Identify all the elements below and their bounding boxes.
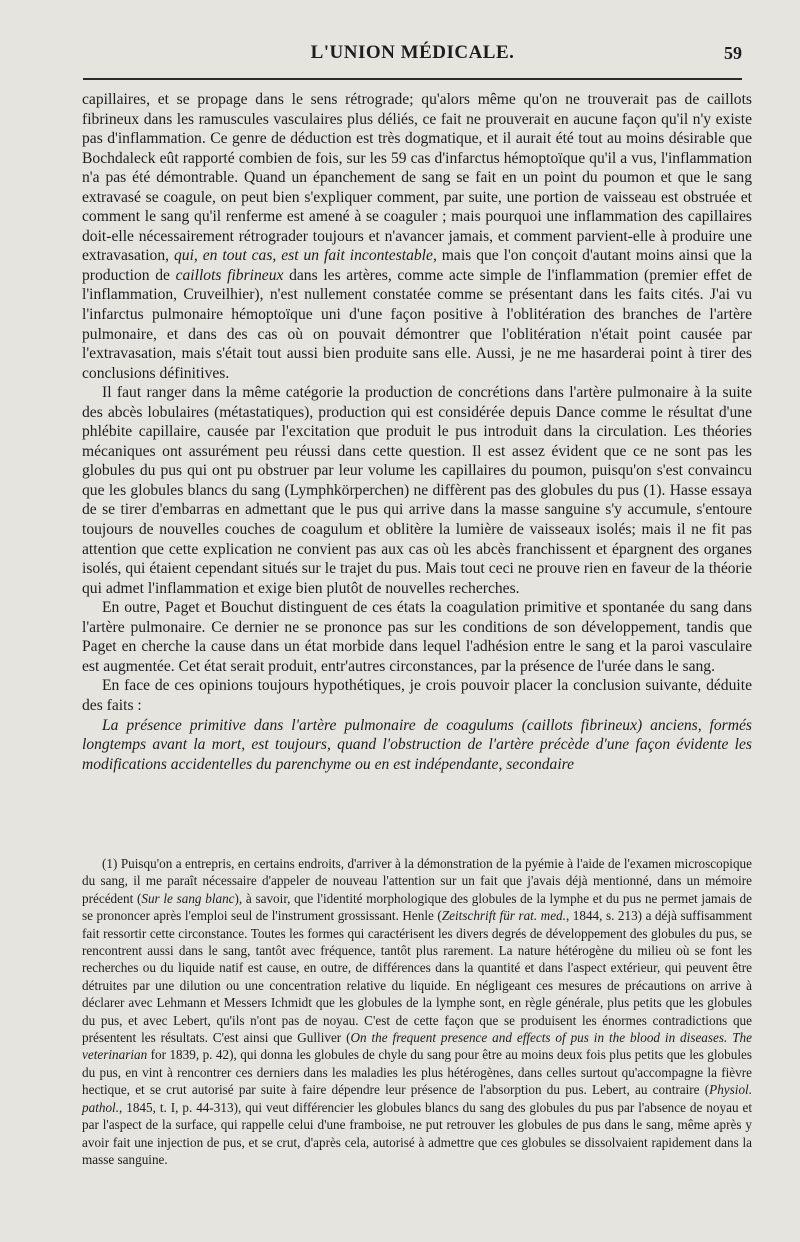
paragraph-1 — [82, 90, 752, 383]
header-rule — [83, 78, 742, 80]
conclusion-paragraph: La présence primitive dans l'artère pulmonaire de coagulums (caillots fibrineux) anciens, formés longtemps avant la mort, est toujours, quand l'obstruction de l'artère précède d'une façon évidente les modifications accidentelles du parenchyme ou en est indépendante, secondaire — [82, 716, 752, 773]
footnote-text-2: ), à savoir, que l'identité morphologique des globules de la lymphe et du pus ne permet jamais de se prononcer après l'emploi seul de l'instrument grossissant. Henle ( — [82, 890, 752, 924]
page-number: 59 — [724, 43, 742, 63]
main-text — [82, 90, 752, 774]
footnote-1 — [82, 855, 752, 1168]
running-header — [83, 40, 742, 70]
footnote-italic-2: Zeitschrift für rat. med. — [441, 908, 566, 924]
paragraph-2: Il faut ranger dans la même catégorie la production de concrétions dans l'artère pulmonaire à la suite des abcès lobulaires (métastatiques), production qui est considérée depuis Dance comme le résultat d'une phlébite capillaire, causée par l'excitation que produit le pus introduit dans la circulation. Les théories mécaniques ont assurément peu réussi dans cette question. Il est assez évident que ce ne sont pas les globules du pus qui ont pu obstruer par leur volume les capillaires du poumon, puisqu'on s'est convaincu que les globules blancs du sang (Lymphkörperchen) ne diffèrent pas des globules du pus (1). Hasse essaya de se tirer d'embarras en admettant que le pus qui arrive dans la masse sanguine s'y accumule, s'entoure toujours de nouvelles couches de coagulum et oblitère la lumière de vaisseaux isolés; mais il ne fit pas attention que cette explication ne convient pas aux cas où les abcès franchissent et épargnent des organes isolés, qui étaient cependant situés sur le trajet du pus. Mais tout ceci ne prouve rien en faveur de la théorie qui admet l'inflammation et exige bien plutôt de nouvelles recherches. — [82, 384, 752, 597]
paragraph-1-text-2: mais que l'on conçoit d'autant moins ainsi que la production de — [82, 247, 753, 284]
paragraph-1-italic: qui, en tout cas, est un fait incontestable, — [173, 247, 437, 265]
footnote-text-3: , 1844, s. 213) a déjà suffisamment fait ressortir cette circonstance. Toutes les formes qui caractérisent les divers degrés de développement des globules du pus, se rencontrent aussi dans le sang, tantôt avec fréquence, tantôt plus rarement. La nature hétérogène du milieu où se font les recherches ou du liquide natif est cause, en outre, de différences dans la quantité et dans l'aspect extérieur, qui peuvent être détruites par une dilution ou une concentration relative du liquide. En négligeant ces mesures de précautions on arrive à déclarer avec Lehmann et Messers Ichmidt que les globules de la lymphe sont, en règle générale, plus petits que les globules du pus, et avec Lebert, qu'ils n'ont pas de noyau. C'est de cette façon que se produisent les énormes contradictions que présentent les résultats. C'est ainsi que Gulliver ( — [82, 908, 752, 1046]
footnote-italic-1: Sur le sang blanc — [141, 890, 235, 906]
footnote-italic-3: On the frequent presence and effects of pus in the blood in diseases. The veterinarian — [82, 1030, 752, 1063]
footnote — [82, 855, 752, 1168]
paragraph-1-italic-2: caillots fibrineux — [175, 266, 284, 284]
paragraph-4: En face de ces opinions toujours hypothétiques, je crois pouvoir placer la conclusion suivante, déduite des faits : — [82, 677, 752, 714]
paragraph-3: En outre, Paget et Bouchut distinguent de ces états la coagulation primitive et spontanée du sang dans l'artère pulmonaire. Ce dernier ne se prononce pas sur les conditions de son développement, tandis que Paget en cherche la cause dans un état morbide dans lequel l'adhésion entre le sang et la paroi vasculaire est augmentée. Cet état serait produit, entr'autres circonstances, par la présence de l'urée dans le sang. — [82, 599, 752, 675]
paragraph-1-text-3: dans les artères, comme acte simple de l'inflammation (premier effet de l'inflammation, Cruveilhier), n'est nullement constatée comme se présentant dans les faits cités. J'ai vu l'infarctus pulmonaire hémoptoïque uni d'une façon positive à l'oblitération des branches de l'artère pulmonaire, et dans des cas où on pouvait démontrer que l'oblitération n'était point causée par l'extravasation, mais s'était tout aussi bien produite sans elle. Aussi, je ne me hasarderai point à tirer des conclusions définitives. — [82, 266, 752, 382]
footnote-text-1: (1) Puisqu'on a entrepris, en certains endroits, d'arriver à la démonstration de la pyémie à l'aide de l'examen microscopique du sang, il me paraît nécessaire d'appeler de nouveau l'attention sur un fait que j'avais déjà mentionné, dans un mémoire précédent ( — [82, 856, 752, 906]
journal-title: L'UNION MÉDICALE. — [310, 42, 515, 63]
footnote-text-5: , 1845, t. I, p. 44-313), qui veut différencier les globules blancs du sang des globules du pus par l'absence de noyau et par l'aspect de la surface, qui rappelle celui d'une framboise, ne put retrouver les globules de pus dans le sang, même après y avoir fait une injection de pus, et se crut, d'après cela, autorisé à admettre que ces globules se dissolvaient rapidement dans la masse sanguine. — [82, 1099, 752, 1167]
paragraph-1-text: capillaires, et se propage dans le sens rétrograde; qu'alors même qu'on ne trouverait pas de caillots fibrineux dans les ramuscules vasculaires plus déliés, ce fait ne prouverait en aucune façon qu'il n'y existe pas d'inflammation. Ce genre de déduction est très dogmatique, et il aurait été tout au moins désirable que Bochdaleck eût rapporté combien de fois, sur les 59 cas d'infarctus hémoptoïque qu'il a vus, l'inflammation n'a pas été démontrable. Quand un épanchement de sang se fait en un point du poumon et que le sang extravasé se coagule, on peut bien s'expliquer comment, par suite, une portion de vaisseau est obstruée et comment le sang qu'il renferme est amené à se coaguler ; mais pourquoi une inflammation des capillaires doit-elle nécessairement rétrograder toujours et n'avancer jamais, et comment parvient-elle à produire une extravasation, — [82, 91, 752, 265]
footnote-italic-4: Physiol. pathol. — [82, 1082, 752, 1115]
footnote-text-4: for 1839, p. 42), qui donna les globules de chyle du sang pour être au moins deux fois plus petits que les globules du pus, en vint à rencontrer ces derniers dans les maladies les plus hétérogènes, dans celles surtout qu'accompagne la fièvre hectique, et se crut autorisé par suite à faire dépendre leur présence de l'absorption du pus. Lebert, au contraire ( — [82, 1047, 752, 1098]
